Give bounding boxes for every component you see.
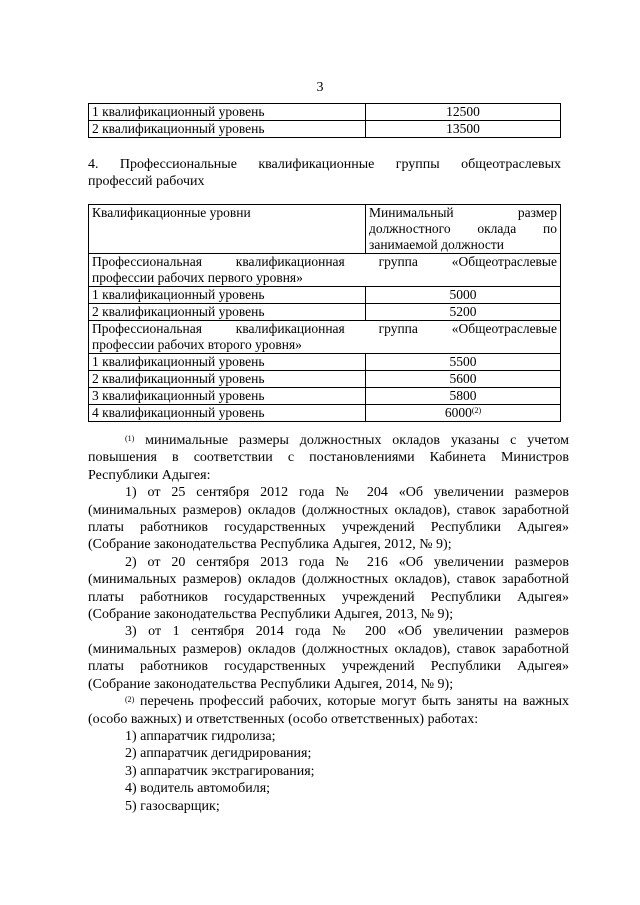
resolution-item: 2) от 20 сентября 2013 года № 216 «Об увеличении размеров (минимальных размеров) окладов (должностных окладов), ставок заработной платы работников государственных учреждений Республики Адыгея» (Собрание законодательства Республики Адыгея, 2013, № 9); <box>88 554 569 623</box>
footnote-marker: (1) <box>125 434 135 443</box>
salary-value: 5600 <box>366 371 561 388</box>
header-min-salary-line1: Минимальный размер <box>369 205 557 220</box>
table-row <box>89 121 561 138</box>
profession-item: 2) аппаратчик дегидрирования; <box>125 746 312 762</box>
table-header-row <box>89 205 561 254</box>
group-title-line2: профессии рабочих второго уровня» <box>92 337 302 352</box>
salary-table-top <box>88 103 561 138</box>
salary-value: 12500 <box>366 104 561 121</box>
salary-value-number: 6000 <box>444 405 472 420</box>
level-label: 1 квалификационный уровень <box>89 104 366 121</box>
footnote-marker: (2) <box>471 406 482 415</box>
footnotes <box>88 432 569 815</box>
header-min-salary <box>366 205 561 254</box>
table-row <box>89 287 561 304</box>
resolution-item: 3) от 1 сентября 2014 года № 200 «Об увеличении размеров (минимальных размеров) окладов (должностных окладов), ставок заработной платы работников государственных учреждений Республики Адыгея» (Собрание законодательства Республики Адыгея, 2014, № 9); <box>88 624 569 692</box>
level-label: 2 квалификационный уровень <box>89 121 366 138</box>
footnote-1-text: минимальные размеры должностных окладов указаны с учетом повышения в соответствии с постановлениями Кабинета Министров Республики Адыгея: <box>88 433 569 483</box>
level-label: 2 квалификационный уровень <box>89 304 366 321</box>
level-label: 3 квалификационный уровень <box>89 388 366 405</box>
level-label: 1 квалификационный уровень <box>89 354 366 371</box>
salary-value: 5800 <box>366 388 561 405</box>
footnote-2-text: перечень профессий рабочих, которые могут быть заняты на важных (особо важных) и ответственных (особо ответственных) работах: <box>88 694 569 727</box>
footnote-2 <box>88 693 569 728</box>
profession-item: 5) газосварщик; <box>125 798 220 814</box>
level-label: 4 квалификационный уровень <box>89 405 366 422</box>
profession-item: 4) водитель автомобиля; <box>125 781 271 797</box>
profession-item: 3) аппаратчик экстрагирования; <box>125 763 315 779</box>
group-header-row <box>89 321 561 354</box>
salary-value: 5000 <box>366 287 561 304</box>
group-title-line1: Профессиональная квалификационная группа «Общеотраслевые <box>92 321 557 336</box>
salary-table-main <box>88 204 561 422</box>
section-heading <box>88 156 561 190</box>
footnote-marker: (2) <box>125 695 135 705</box>
page-number: 3 <box>316 80 324 95</box>
group-title-line2: профессии рабочих первого уровня» <box>92 270 303 285</box>
table-row <box>89 104 561 121</box>
table-row <box>89 405 561 422</box>
table-row <box>89 388 561 405</box>
table-row <box>89 371 561 388</box>
table-row <box>89 304 561 321</box>
section-heading-line1: 4. Профессиональные квалификационные группы общеотраслевых <box>88 157 561 172</box>
resolution-item: 1) от 25 сентября 2012 года № 204 «Об увеличении размеров (минимальных размеров) окладов (должностных окладов), ставок заработной платы работников государственных учреждений Республики Адыгея» (Собрание законодательства Республика Адыгея, 2012, № 9); <box>88 485 569 553</box>
header-min-salary-line2: должностного оклада по <box>369 221 557 236</box>
salary-value: 5500 <box>366 354 561 371</box>
salary-value: 5200 <box>366 304 561 321</box>
level-label: 1 квалификационный уровень <box>89 287 366 304</box>
header-qualification-levels: Квалификационные уровни <box>89 205 366 254</box>
salary-value <box>366 405 561 422</box>
section-heading-line2: профессий рабочих <box>88 174 205 189</box>
group-title <box>89 254 561 287</box>
level-label: 2 квалификационный уровень <box>89 371 366 388</box>
profession-item: 1) аппаратчик гидролиза; <box>125 728 276 744</box>
footnote-1 <box>88 432 569 484</box>
group-title-line1: Профессиональная квалификационная группа «Общеотраслевые <box>92 254 557 269</box>
group-header-row <box>89 254 561 287</box>
table-row <box>89 354 561 371</box>
salary-value: 13500 <box>366 121 561 138</box>
header-min-salary-line3: занимаемой должности <box>369 237 505 252</box>
group-title <box>89 321 561 354</box>
